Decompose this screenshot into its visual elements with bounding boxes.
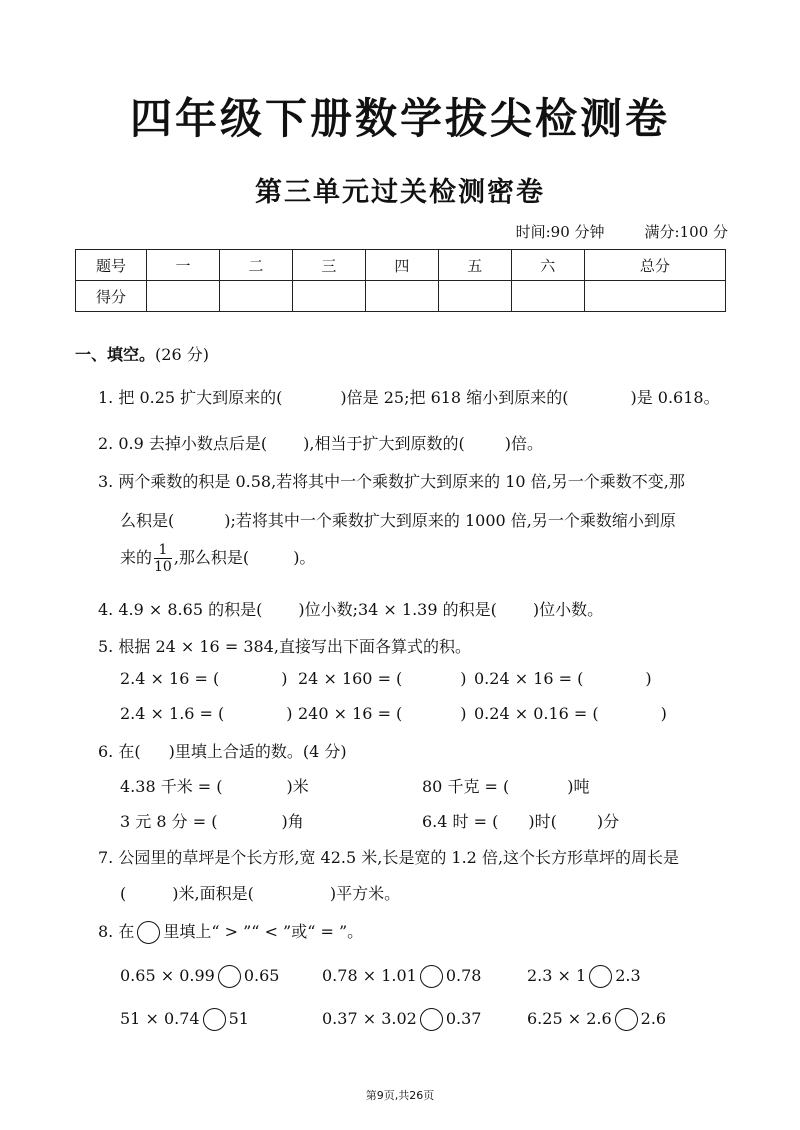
paren-close: ) xyxy=(281,669,288,688)
q8-left: 0.78 × 1.01 xyxy=(322,966,417,985)
section-points: (26 分) xyxy=(155,345,209,364)
q8-right: 2.3 xyxy=(615,966,641,985)
score-table xyxy=(75,249,726,312)
q5-item xyxy=(474,704,667,723)
question-7-line2 xyxy=(120,881,400,904)
score-cell: 题号 xyxy=(76,250,147,281)
q8-left: 51 × 0.74 xyxy=(120,1009,200,1028)
q7-text-b: )米,面积是( xyxy=(172,884,254,903)
q5-item xyxy=(298,669,467,688)
score-input-cell[interactable] xyxy=(365,281,438,312)
q8-item xyxy=(527,1008,666,1031)
q6-expr: 3 元 8 分 = ( xyxy=(120,812,218,831)
question-3-line3 xyxy=(120,542,315,575)
full-score: 满分:100 分 xyxy=(644,223,728,241)
q8-left: 0.65 × 0.99 xyxy=(120,966,215,985)
q5-item xyxy=(120,669,287,688)
q8-left: 0.37 × 3.02 xyxy=(322,1009,417,1028)
q5-expr: 0.24 × 0.16 = ( xyxy=(474,704,599,723)
q3-text-d: ,那么积是( xyxy=(173,548,250,567)
q7-text-c: )平方米。 xyxy=(329,884,401,903)
q6-expr: 6.4 时 = ( xyxy=(422,812,499,831)
q6-unit: )时( xyxy=(528,812,557,831)
q1-text-a: 1. 把 0.25 扩大到原来的( xyxy=(98,388,283,407)
q8-left: 2.3 × 1 xyxy=(527,966,587,985)
q5-expr: 240 × 16 = ( xyxy=(298,704,403,723)
page-subtitle: 第三单元过关检测密卷 xyxy=(255,177,545,208)
paren-close: ) xyxy=(460,704,467,723)
paren-close: ) xyxy=(286,704,293,723)
q1-text-b: )倍是 25;把 618 缩小到原来的( xyxy=(340,388,569,407)
paren-close: ) xyxy=(645,669,652,688)
q8-right: 0.37 xyxy=(445,1009,482,1028)
score-input-cell[interactable] xyxy=(438,281,511,312)
paren-close: ) xyxy=(460,669,467,688)
q3-text-a: 么积是( xyxy=(120,511,175,530)
section-heading xyxy=(75,342,209,365)
score-cell: 三 xyxy=(292,250,365,281)
q6-item xyxy=(422,809,619,832)
q4-text-b: )位小数;34 × 1.39 的积是( xyxy=(298,600,497,619)
fraction-numerator: 1 xyxy=(154,542,172,559)
q5-expr: 2.4 × 16 = ( xyxy=(120,669,220,688)
compare-circle[interactable] xyxy=(203,1008,226,1031)
question-3-line1: 3. 两个乘数的积是 0.58,若将其中一个乘数扩大到原来的 10 倍,另一个乘数不变,那 xyxy=(98,472,685,491)
score-cell: 四 xyxy=(365,250,438,281)
score-cell: 六 xyxy=(511,250,584,281)
q2-text-b: ),相当于扩大到原数的( xyxy=(303,434,465,453)
score-cell: 一 xyxy=(147,250,220,281)
compare-circle[interactable] xyxy=(420,965,443,988)
q7-text-a: ( xyxy=(120,884,127,903)
fraction-denominator: 10 xyxy=(154,559,172,575)
q8-left: 6.25 × 2.6 xyxy=(527,1009,612,1028)
score-table-score-row xyxy=(76,281,726,312)
q8-item xyxy=(527,965,641,988)
question-1 xyxy=(98,385,720,408)
q3-text-e: )。 xyxy=(293,548,316,567)
score-table-header-row xyxy=(76,250,726,281)
score-input-cell[interactable] xyxy=(147,281,220,312)
score-cell: 二 xyxy=(219,250,292,281)
q8-right: 0.65 xyxy=(243,966,280,985)
q6-item xyxy=(422,774,590,797)
q6-unit: )米 xyxy=(286,777,309,796)
q6-expr: 80 千克 = ( xyxy=(422,777,510,796)
fraction xyxy=(154,542,172,575)
compare-circle[interactable] xyxy=(218,965,241,988)
q8-item xyxy=(120,965,279,988)
question-8-intro xyxy=(98,919,363,944)
q6-item xyxy=(120,809,304,832)
question-6-intro xyxy=(98,739,347,762)
q6-expr: 4.38 千米 = ( xyxy=(120,777,223,796)
q8-item xyxy=(322,965,481,988)
q6-item xyxy=(120,774,309,797)
score-input-cell[interactable] xyxy=(292,281,365,312)
q3-text-c: 来的 xyxy=(120,548,153,567)
q6-unit: )吨 xyxy=(567,777,590,796)
paren-close: ) xyxy=(660,704,667,723)
q2-text-c: )倍。 xyxy=(504,434,543,453)
q8-right: 2.6 xyxy=(640,1009,667,1028)
question-2 xyxy=(98,431,543,454)
compare-circle[interactable] xyxy=(589,965,612,988)
question-5-intro: 5. 根据 24 × 16 = 384,直接写出下面各算式的积。 xyxy=(98,637,471,656)
q8-right: 51 xyxy=(228,1009,249,1028)
q8-item xyxy=(120,1008,249,1031)
exam-info xyxy=(516,221,728,242)
q6-text-b: )里填上合适的数。(4 分) xyxy=(168,742,347,761)
q8-right: 0.78 xyxy=(445,966,482,985)
q5-item xyxy=(120,704,293,723)
score-input-cell[interactable] xyxy=(584,281,725,312)
score-cell: 总分 xyxy=(584,250,725,281)
compare-circle[interactable] xyxy=(615,1008,638,1031)
q5-expr: 24 × 160 = ( xyxy=(298,669,403,688)
q8-text-b: 里填上“ > ”“ < ”或“ = ”。 xyxy=(163,922,364,941)
q2-text-a: 2. 0.9 去掉小数点后是( xyxy=(98,434,268,453)
q5-expr: 0.24 × 16 = ( xyxy=(474,669,584,688)
score-input-cell[interactable] xyxy=(511,281,584,312)
q6-unit: )角 xyxy=(281,812,304,831)
question-7-line1: 7. 公园里的草坪是个长方形,宽 42.5 米,长是宽的 1.2 倍,这个长方形草坪的周长是 xyxy=(98,848,680,867)
q5-expr: 2.4 × 1.6 = ( xyxy=(120,704,225,723)
q5-item xyxy=(474,669,652,688)
q8-text-a: 8. 在 xyxy=(98,922,135,941)
score-cell: 五 xyxy=(438,250,511,281)
page-title: 四年级下册数学拔尖检测卷 xyxy=(129,94,670,143)
compare-circle-icon xyxy=(137,921,160,944)
q6-text-a: 6. 在( xyxy=(98,742,141,761)
q6-unit: )分 xyxy=(596,812,620,831)
page-footer: 第9页,共26页 xyxy=(365,1089,435,1102)
question-3-line2 xyxy=(120,508,676,531)
q5-item xyxy=(298,704,467,723)
score-row-label: 得分 xyxy=(76,281,147,312)
compare-circle[interactable] xyxy=(420,1008,443,1031)
q4-text-c: )位小数。 xyxy=(532,600,604,619)
section-title: 一、填空。 xyxy=(75,345,156,364)
question-4 xyxy=(98,597,603,620)
q1-text-c: )是 0.618。 xyxy=(630,388,720,407)
q3-text-b: );若将其中一个乘数扩大到原来的 1000 倍,另一个乘数缩小到原 xyxy=(224,511,676,530)
score-input-cell[interactable] xyxy=(219,281,292,312)
q4-text-a: 4. 4.9 × 8.65 的积是( xyxy=(98,600,263,619)
q8-item xyxy=(322,1008,481,1031)
time-limit: 时间:90 分钟 xyxy=(515,223,605,241)
